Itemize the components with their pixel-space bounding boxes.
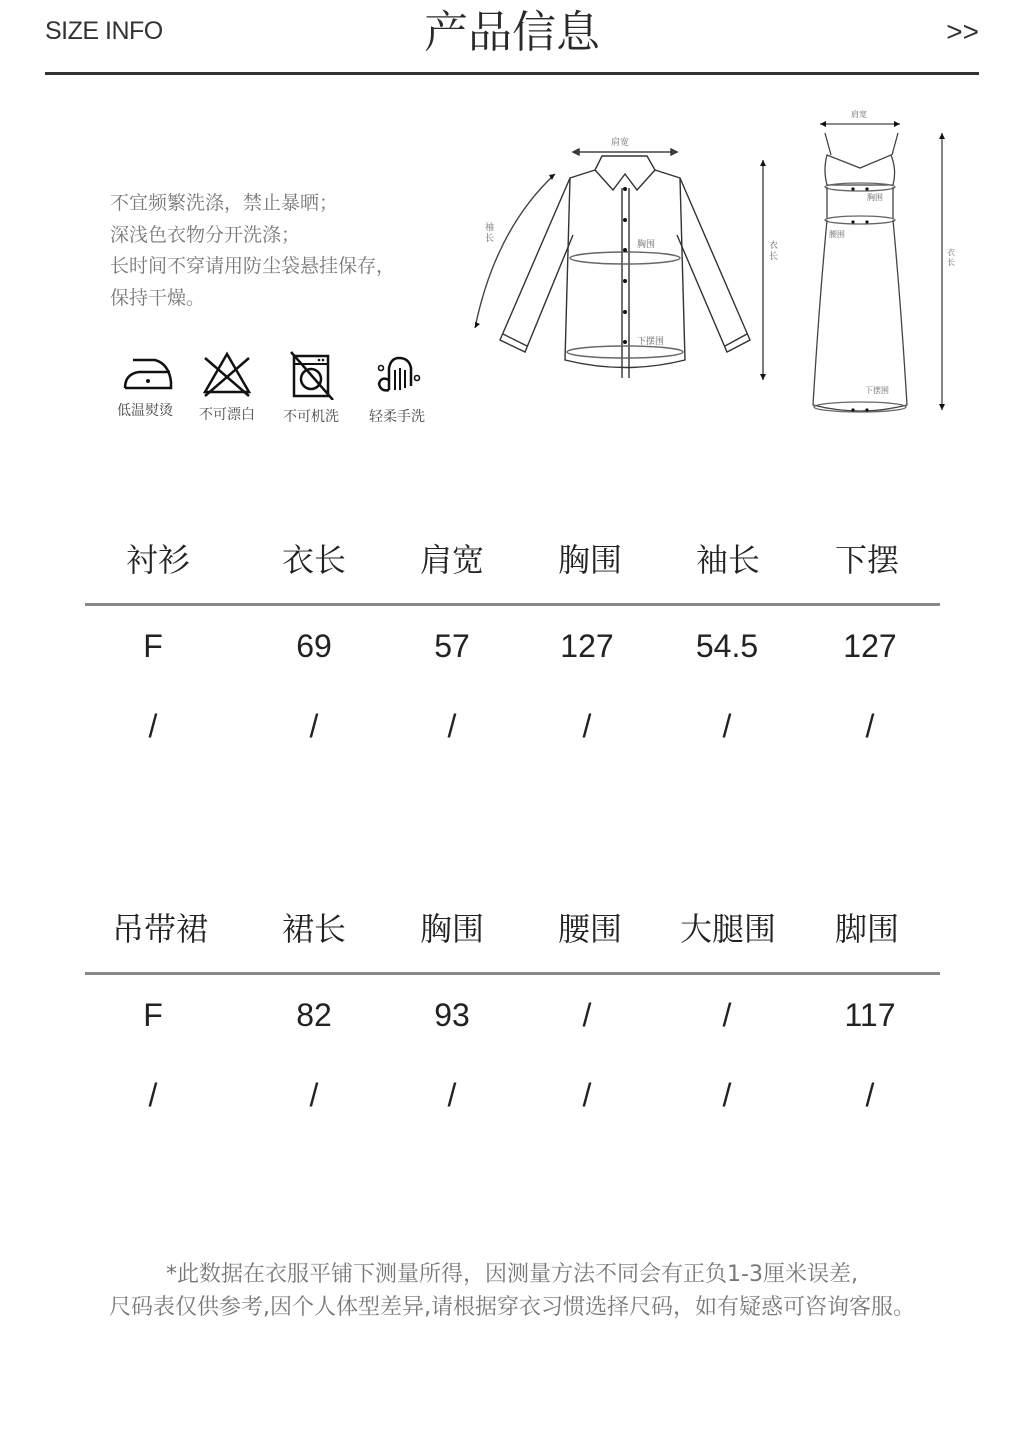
no-bleach-icon (197, 350, 257, 398)
size-info-label: SIZE INFO (45, 17, 163, 45)
table-cell: 54.5 (695, 628, 759, 664)
care-label: 不可漂白 (199, 407, 255, 423)
care-item-hand-wash (357, 350, 437, 426)
more-arrow-icon: >> (946, 16, 979, 47)
dress-hem-label: 下摆围 (865, 386, 889, 395)
care-line: 不宜频繁洗涤，禁止暴晒； (110, 192, 339, 214)
shirt-size-table (85, 515, 940, 788)
page-header (45, 0, 979, 76)
chest-label: 胸围 (637, 240, 656, 250)
table-cell: 127 (560, 628, 614, 664)
table-row (85, 628, 940, 708)
dress-measure-diagram (795, 105, 965, 429)
no-machine-wash-icon (281, 350, 341, 400)
table-cell: / (447, 708, 457, 744)
table-header-cell: 大腿围 (679, 910, 776, 948)
care-line: 长时间不穿请用防尘袋悬挂保存， (110, 255, 396, 277)
table-cell: / (148, 708, 158, 744)
care-instructions (110, 188, 395, 314)
care-item-bleach (187, 350, 267, 424)
table-row (85, 997, 940, 1077)
table-cell: 93 (434, 997, 470, 1033)
note-line: 尺码表仅供参考,因个人体型差异,请根据穿衣习惯选择尺码，如有疑惑可咨询客服。 (109, 1295, 915, 1320)
care-line: 深浅色衣物分开洗涤； (110, 223, 301, 246)
care-item-machine-wash (271, 350, 351, 426)
table-cell: 57 (434, 628, 470, 664)
table-cell: F (143, 997, 163, 1033)
dress-chest-label: 胸围 (867, 193, 883, 202)
table-header-cell: 腰围 (557, 910, 622, 948)
iron-low-temp-icon (115, 350, 175, 394)
care-item-iron (105, 350, 185, 420)
table-header-cell: 裙长 (281, 910, 346, 948)
table-row (85, 708, 940, 788)
table-cell: 69 (296, 628, 332, 664)
length-label: 衣长 (769, 241, 779, 262)
table-header-cell: 衣长 (281, 541, 346, 579)
care-line: 保持干燥。 (110, 286, 206, 309)
table-cell: / (722, 708, 732, 744)
dress-waist-label: 腰围 (829, 230, 845, 239)
table-cell: 127 (843, 628, 897, 664)
note-line: *此数据在衣服平铺下测量所得，因测量方法不同会有正负1-3厘米误差, (166, 1262, 858, 1287)
table-cell: F (143, 628, 163, 664)
dress-size-table (85, 884, 940, 1157)
shirt-measure-diagram (465, 130, 785, 394)
care-icons (105, 350, 445, 430)
sleeve-label: 袖长 (485, 223, 495, 244)
table-header-cell: 袖长 (695, 541, 760, 579)
table-row (85, 1077, 940, 1157)
table-cell: 117 (844, 997, 896, 1033)
table-header-cell: 胸围 (557, 541, 622, 579)
measurement-note (0, 1258, 1024, 1324)
table-cell: / (865, 708, 875, 744)
hem-label: 下摆围 (637, 337, 665, 347)
table-header-cell: 下摆 (834, 541, 899, 579)
table-header-cell: 吊带裙 (111, 910, 208, 948)
table-cell: / (582, 997, 592, 1033)
table-cell: / (148, 1077, 158, 1113)
care-label: 低温熨烫 (117, 403, 173, 419)
hand-wash-icon (367, 350, 427, 400)
shoulder-label: 肩宽 (611, 138, 630, 148)
table-header-row (85, 515, 940, 595)
table-cell: / (309, 708, 319, 744)
care-label: 不可机洗 (283, 409, 339, 425)
table-cell: / (447, 1077, 457, 1113)
care-label: 轻柔手洗 (369, 409, 425, 425)
table-header-row (85, 884, 940, 964)
table-cell: / (865, 1077, 875, 1113)
table-cell: / (722, 1077, 732, 1113)
table-header-cell: 胸围 (419, 910, 484, 948)
table-divider (85, 603, 940, 606)
table-cell: 82 (296, 997, 332, 1033)
dress-length-label: 衣长 (947, 248, 955, 267)
header-divider (45, 72, 979, 75)
table-header-cell: 衬衫 (125, 541, 190, 579)
dress-shoulder-label: 肩宽 (851, 110, 867, 119)
page-title: 产品信息 (424, 7, 600, 58)
table-header-cell: 肩宽 (419, 541, 484, 579)
table-cell: / (722, 997, 732, 1033)
table-cell: / (582, 708, 592, 744)
table-header-cell: 脚围 (834, 910, 899, 948)
table-cell: / (309, 1077, 319, 1113)
table-cell: / (582, 1077, 592, 1113)
table-divider (85, 972, 940, 975)
